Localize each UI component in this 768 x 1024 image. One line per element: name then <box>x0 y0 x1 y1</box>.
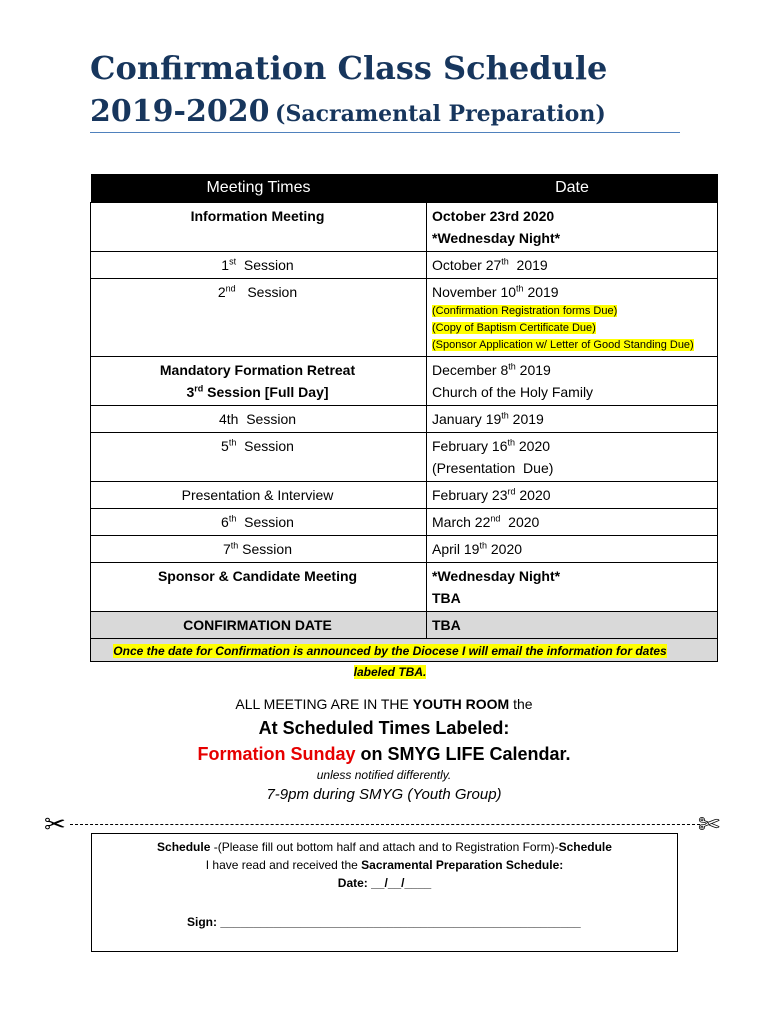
date-suffix: nd <box>490 513 501 524</box>
date-text: November 10 <box>432 284 517 300</box>
acknowledgement-form <box>91 833 678 952</box>
form-instructions <box>92 838 677 856</box>
schedule-name: Sacramental Preparation Schedule: <box>361 858 564 872</box>
session-label: Session <box>236 438 294 454</box>
scheduled-times-heading: At Scheduled Times Labeled: <box>258 718 510 738</box>
date-text: March 22 <box>432 514 491 530</box>
date-year: 2019 <box>508 257 548 273</box>
location-text: Church of the Holy Family <box>432 384 594 400</box>
date-suffix: th <box>516 283 524 294</box>
ordinal-suffix: th <box>230 540 239 551</box>
meeting-location <box>0 696 768 712</box>
diocese-note-line2: labeled TBA. <box>353 665 427 679</box>
ordinal-number: 1 <box>221 257 230 273</box>
due-note: (Confirmation Registration forms Due) <box>432 305 618 317</box>
ordinal-suffix: th <box>228 513 237 524</box>
table-row <box>91 279 718 357</box>
session-label: Session <box>236 514 294 530</box>
date-year: 2019 <box>523 284 559 300</box>
date-text: December 8 <box>432 362 509 378</box>
meeting-cell: Information Meeting <box>91 203 427 252</box>
form-acknowledgement <box>92 856 677 874</box>
date-suffix: th <box>501 256 509 267</box>
date-year: 2020 <box>515 438 551 454</box>
ordinal-number: 2 <box>217 284 226 300</box>
title-divider <box>90 132 680 133</box>
meeting-cell <box>91 536 427 563</box>
date-cell <box>427 433 718 482</box>
date-year: 2020 <box>515 487 551 503</box>
table-row <box>91 357 718 406</box>
school-year: 2019-2020 <box>90 94 270 129</box>
date-cell <box>427 252 718 279</box>
date-suffix: th <box>507 437 515 448</box>
date-cell <box>427 536 718 563</box>
date-year: 2020 <box>500 514 540 530</box>
date-line: *Wednesday Night* <box>432 230 561 246</box>
ordinal-number: 7 <box>222 541 231 557</box>
column-header-date: Date <box>427 174 718 203</box>
date-year: 2020 <box>486 541 523 557</box>
date-text: January 19 <box>432 411 502 427</box>
due-text: (Presentation Due) <box>432 460 554 476</box>
ordinal-number: 6 <box>221 514 229 530</box>
table-row <box>91 433 718 482</box>
diocese-note-line1: Once the date for Confirmation is announced by the Diocese I will email the information for dates <box>113 644 667 658</box>
table-header-row <box>91 174 718 203</box>
ordinal-number: 3 <box>186 384 195 400</box>
date-cell <box>427 509 718 536</box>
meeting-cell <box>91 357 427 406</box>
schedule-table <box>90 174 718 662</box>
diocese-note <box>90 641 690 683</box>
meeting-cell <box>91 279 427 357</box>
table-row <box>91 406 718 433</box>
subtitle-text: (Sacramental Preparation) <box>275 101 606 127</box>
scissors-icon: ✄ <box>698 809 720 839</box>
session-label: Session <box>238 541 292 557</box>
date-year: 2019 <box>508 411 544 427</box>
meeting-cell <box>91 433 427 482</box>
ordinal-number: 5 <box>221 438 229 454</box>
date-cell <box>427 482 718 509</box>
location-suffix: the <box>509 696 533 712</box>
date-text: October 27 <box>432 257 502 273</box>
scissors-icon: ✂ <box>44 809 66 839</box>
schedule-label: Schedule <box>558 840 612 854</box>
table-row <box>91 509 718 536</box>
meeting-cell: Sponsor & Candidate Meeting <box>91 563 427 612</box>
notification-note: unless notified differently. <box>316 768 452 782</box>
date-cell: TBA <box>427 612 718 639</box>
date-suffix: th <box>479 540 487 551</box>
page-subtitle <box>90 92 606 136</box>
ordinal-suffix: th <box>228 437 237 448</box>
calendar-line <box>0 744 768 765</box>
table-row <box>91 252 718 279</box>
meeting-cell: Presentation & Interview <box>91 482 427 509</box>
session-label: Session <box>235 284 298 300</box>
date-text: April 19 <box>432 541 480 557</box>
column-header-meeting-times: Meeting Times <box>91 174 427 203</box>
date-line: October 23rd 2020 <box>432 208 555 224</box>
table-row <box>91 563 718 612</box>
meeting-cell <box>91 509 427 536</box>
schedule-label: Schedule <box>157 840 211 854</box>
date-cell <box>427 357 718 406</box>
page-title: Confirmation Class Schedule <box>90 49 608 87</box>
retreat-label: Mandatory Formation Retreat <box>159 362 356 378</box>
calendar-text: on SMYG LIFE Calendar. <box>355 744 571 764</box>
date-line: TBA <box>432 590 461 606</box>
cut-line <box>70 824 700 825</box>
location-text: ALL MEETING ARE IN THE <box>235 696 413 712</box>
meeting-cell: CONFIRMATION DATE <box>91 612 427 639</box>
ordinal-suffix: rd <box>194 383 204 394</box>
youth-room-label: YOUTH ROOM <box>412 696 510 712</box>
date-cell <box>427 279 718 357</box>
meeting-cell: 4th Session <box>91 406 427 433</box>
date-field[interactable]: Date: __/__/____ <box>337 876 432 890</box>
table-row <box>91 536 718 563</box>
ordinal-suffix: st <box>229 256 237 267</box>
signature-field[interactable]: Sign: ______________________________________________________ <box>187 915 581 929</box>
time-note: 7-9pm during SMYG (Youth Group) <box>266 786 502 803</box>
table-row <box>91 482 718 509</box>
due-note: (Sponsor Application w/ Letter of Good Standing Due) <box>432 339 694 351</box>
session-label: Session <box>236 257 294 273</box>
date-text: February 23 <box>432 487 508 503</box>
date-cell <box>427 203 718 252</box>
table-row <box>91 203 718 252</box>
date-suffix: rd <box>507 486 516 497</box>
meeting-cell <box>91 252 427 279</box>
date-suffix: th <box>508 361 516 372</box>
formation-sunday-label: Formation Sunday <box>197 744 356 764</box>
date-suffix: th <box>501 410 509 421</box>
date-text: February 16 <box>432 438 508 454</box>
date-cell <box>427 563 718 612</box>
date-line: *Wednesday Night* <box>432 568 561 584</box>
acknowledgement-text: I have read and received the <box>205 858 362 872</box>
date-cell <box>427 406 718 433</box>
form-instruction-text: -(Please fill out bottom half and attach and to Registration Form)- <box>210 840 559 854</box>
date-year: 2019 <box>515 362 551 378</box>
due-note: (Copy of Baptism Certificate Due) <box>432 322 596 334</box>
session-label: Session [Full Day] <box>203 384 329 400</box>
ordinal-suffix: nd <box>225 283 236 294</box>
confirmation-date-row <box>91 612 718 639</box>
